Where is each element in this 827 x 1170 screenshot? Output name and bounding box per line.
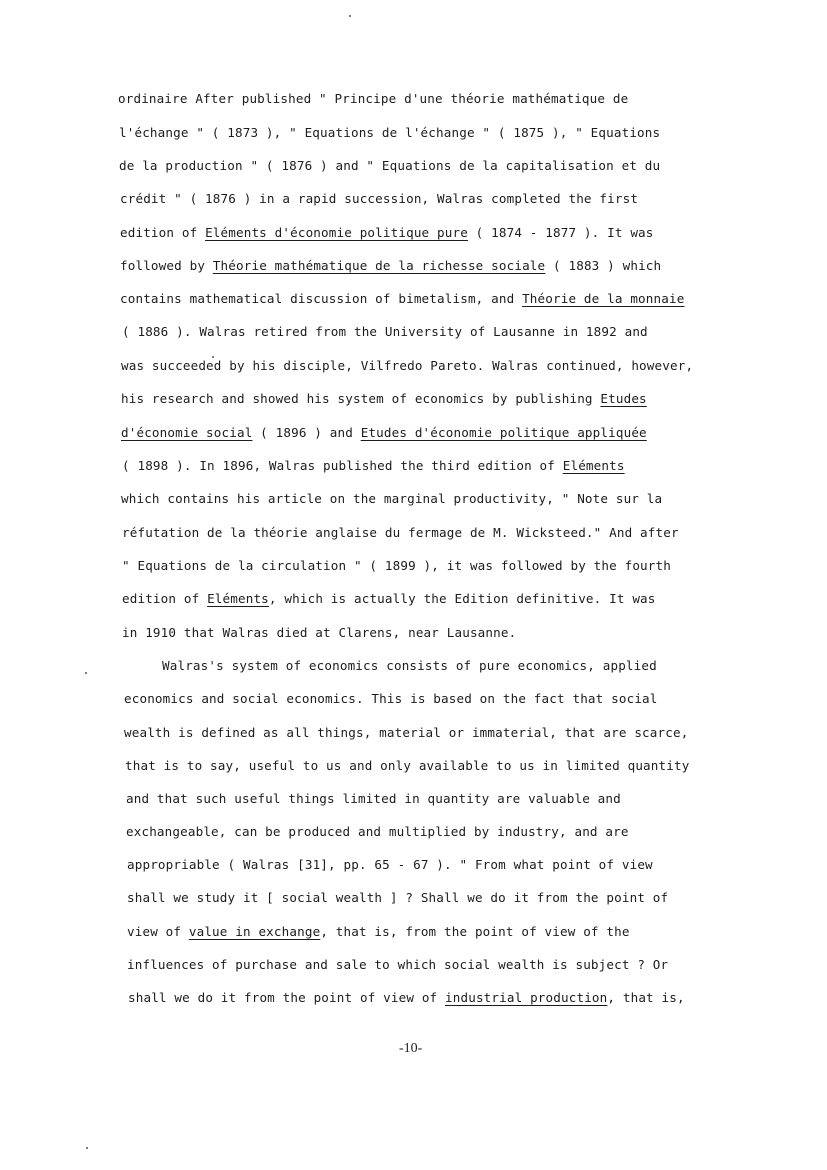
text-line: in 1910 that Walras died at Clarens, near Lausanne.	[122, 625, 517, 640]
text-line: influences of purchase and sale to which social wealth is subject ? Or	[127, 957, 669, 972]
text-line: " Equations de la circulation " ( 1899 ), it was followed by the fourth	[122, 558, 671, 573]
scan-speck	[85, 672, 87, 674]
underlined-title: Théorie de la monnaie	[522, 291, 685, 306]
text-line: réfutation de la théorie anglaise du fermage de M. Wicksteed." And after	[122, 525, 679, 540]
text-line: which contains his article on the marginal productivity, " Note sur la	[121, 491, 663, 506]
text-line: Walras's system of economics consists of pure economics, applied	[162, 658, 657, 673]
text-line: ordinaire After published " Principe d'une théorie mathématique de	[118, 91, 629, 106]
text-line: crédit " ( 1876 ) in a rapid succession, Walras completed the first	[120, 191, 639, 206]
text-line: l'échange " ( 1873 ), " Equations de l'échange " ( 1875 ), " Equations	[119, 125, 661, 140]
scan-speck	[86, 1147, 88, 1149]
text-line: contains mathematical discussion of bimetalism, and Théorie de la monnaie	[120, 291, 685, 306]
underlined-title: d'économie social	[121, 425, 253, 440]
underlined-title: Eléments	[562, 458, 625, 473]
text-line: ( 1898 ). In 1896, Walras published the third edition of Eléments	[122, 458, 625, 473]
underlined-title: Théorie mathématique de la richesse sociale	[212, 258, 546, 273]
text-line: economics and social economics. This is based on the fact that social	[124, 691, 658, 706]
text-line: was succeeded by his disciple, Vilfredo Pareto. Walras continued, however,	[121, 358, 694, 373]
text-line: view of value in exchange, that is, from the point of view of the	[127, 924, 630, 939]
underlined-title: Etudes	[600, 391, 647, 406]
text-line: de la production " ( 1876 ) and " Equations de la capitalisation et du	[119, 158, 661, 173]
text-line: appropriable ( Walras [31], pp. 65 - 67 ). " From what point of view	[127, 857, 653, 872]
underlined-title: Eléments d'économie politique pure	[205, 225, 468, 240]
text-line: edition of Eléments d'économie politique pure ( 1874 - 1877 ). It was	[120, 225, 654, 240]
text-line: ( 1886 ). Walras retired from the University of Lausanne in 1892 and	[122, 324, 648, 339]
underlined-title: Etudes d'économie politique appliquée	[360, 425, 647, 440]
scan-speck	[212, 356, 214, 358]
text-line: followed by Théorie mathématique de la richesse sociale ( 1883 ) which	[120, 258, 662, 273]
underlined-title: Eléments	[207, 591, 269, 606]
scan-speck	[349, 15, 351, 17]
page-number: -10-	[399, 1041, 423, 1056]
underlined-title: industrial production	[445, 990, 608, 1005]
text-line: and that such useful things limited in quantity are valuable and	[126, 791, 621, 806]
text-line: wealth is defined as all things, material or immaterial, that are scarce,	[124, 725, 689, 740]
text-line: d'économie social ( 1896 ) and Etudes d'économie politique appliquée	[121, 425, 647, 440]
text-line: shall we study it [ social wealth ] ? Shall we do it from the point of	[127, 890, 669, 905]
underlined-title: value in exchange	[188, 924, 321, 939]
text-line: shall we do it from the point of view of industrial production, that is,	[128, 990, 685, 1005]
text-line: his research and showed his system of economics by publishing Etudes	[121, 391, 647, 406]
text-line: that is to say, useful to us and only available to us in limited quantity	[125, 758, 690, 773]
text-line: exchangeable, can be produced and multiplied by industry, and are	[126, 824, 629, 839]
text-line: edition of Eléments, which is actually the Edition definitive. It was	[122, 591, 656, 606]
